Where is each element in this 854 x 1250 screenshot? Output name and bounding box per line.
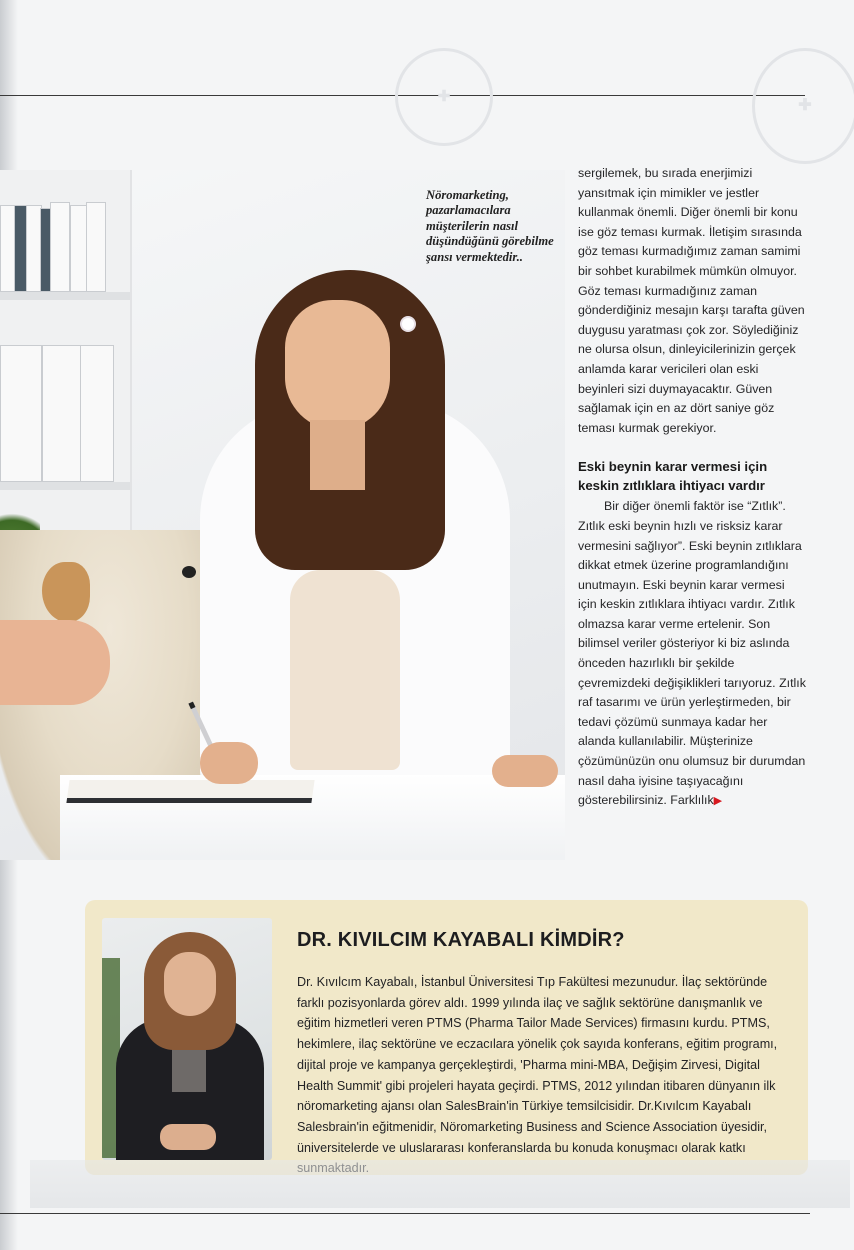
woman-top — [290, 570, 400, 770]
notebook — [66, 780, 314, 803]
hand-holding-dog — [0, 620, 110, 705]
article-photo-woman-with-dog — [0, 170, 565, 860]
hair-flower — [402, 318, 414, 330]
binder — [80, 345, 114, 482]
woman-face — [285, 300, 390, 430]
binder — [50, 202, 70, 292]
article-column — [578, 164, 806, 812]
bio-title: DR. KIVILCIM KAYABALI KİMDİR? — [297, 929, 625, 951]
continue-arrow-icon: ▶ — [713, 795, 723, 808]
article-paragraph: sergilemek, bu sırada enerjimizi yansıtmak için mimikler ve jestler kullanmak önemli. Diğer önemli bir konu ise göz teması kurmak. İletişim sırasında göz teması kurmadığımız zaman samimi bir sohbet kurabilmek mümkün olmuyor. Göz teması kurmadığınız zaman gönderdiğiniz mesajın karşı tarafta güven duygusu yaratması çok zor. Söylediğiniz ne olursa olsun, dinleyicilerinizin gerçek anlamda karar vericileri olan eski beyinleri sizi duymayacaktır. Güven sağlamak için en az dört saniye göz teması kurmak gerekiyor. — [578, 166, 805, 435]
pull-quote: Nöromarketing, pazarlamacılara müşterilerin nasıl düşündüğünü görebilme şansı vermektedir.. — [426, 188, 554, 264]
author-portrait — [102, 918, 272, 1160]
article-paragraph-text: Bir diğer önemli faktör ise “Zıtlık”. Zıtlık eski beynin hızlı ve risksiz karar vermesini sağlıyor”. Eski beynin zıtlıklara dikkat etmek üzerine programlandığını unutmayın. Eski beynin karar vermesi için keskin zıtlıklara ihtiyacı vardır. Zıtlık olmazsa karar verme ertelenir. Son bilimsel veriler gösteriyor ki biz aslında önceden hazırlıklı bir şekilde çevremizdeki değişiklikleri tarıyoruz. Zıtlık raf tasarımı ve ürün yerleştirmeden, bir tedavi çözümü sunmaya kadar her alanda kullanılabilir. Müşterinize çözümünüzün onu olumsuz bir durumdan nasıl daha iyisine taşıyacağını gösterebilirsiniz. Farklılık — [578, 499, 806, 808]
article-subheading: Eski beynin karar vermesi için keskin zıtlıklara ihtiyacı vardır — [578, 459, 768, 493]
bayer-watermark-logo: ✚ — [752, 48, 854, 164]
binder — [86, 202, 106, 292]
shelf-board — [0, 482, 130, 490]
dog-nose — [182, 566, 196, 578]
bottom-rule — [0, 1213, 810, 1214]
bayer-watermark-logo: ✚ — [395, 48, 493, 146]
woman-hand-writing — [200, 742, 258, 784]
binder — [0, 345, 42, 482]
portrait-face — [164, 952, 216, 1016]
bleed-through-banner — [30, 1160, 850, 1208]
shelf-board — [0, 292, 130, 300]
article-paragraph — [578, 497, 806, 812]
woman-neck — [310, 420, 365, 490]
woman-hand-resting — [492, 755, 558, 787]
binder — [42, 345, 82, 482]
dog-ear — [42, 562, 90, 622]
portrait-hands — [160, 1124, 216, 1150]
bio-text: Dr. Kıvılcım Kayabalı, İstanbul Üniversitesi Tıp Fakültesi mezunudur. İlaç sektöründe farklı pozisyonlarda görev aldı. 1999 yılında ilaç ve sağlık sektörüne danışmanlık ve eğitim hizmetleri veren PTMS (Pharma Tailor Made Services) firmasını kurdu. PTMS, hekimlere, ilaç sektörüne ve eczacılara yönelik çok sayıda konferans, eğitim programı, dijital proje ve kampanya gerçekleştirdi, 'Pharma mini-MBA, Değişim Zirvesi, Digital Health Summit' gibi projeleri hayata geçirdi. PTMS, 2012 yılından itibaren dünyanın ilk nöromarketing ajansı olan SalesBrain'in Türkiye temsilcisidir. Dr.Kıvılcım Kayabalı Salesbrain'in eğitmenidir, Nöromarketing Business and Science Association üyesidir, üniversitelerde ve uluslararası konferanslarda bu konuda konuşmacı olarak katkı — [297, 975, 778, 1155]
